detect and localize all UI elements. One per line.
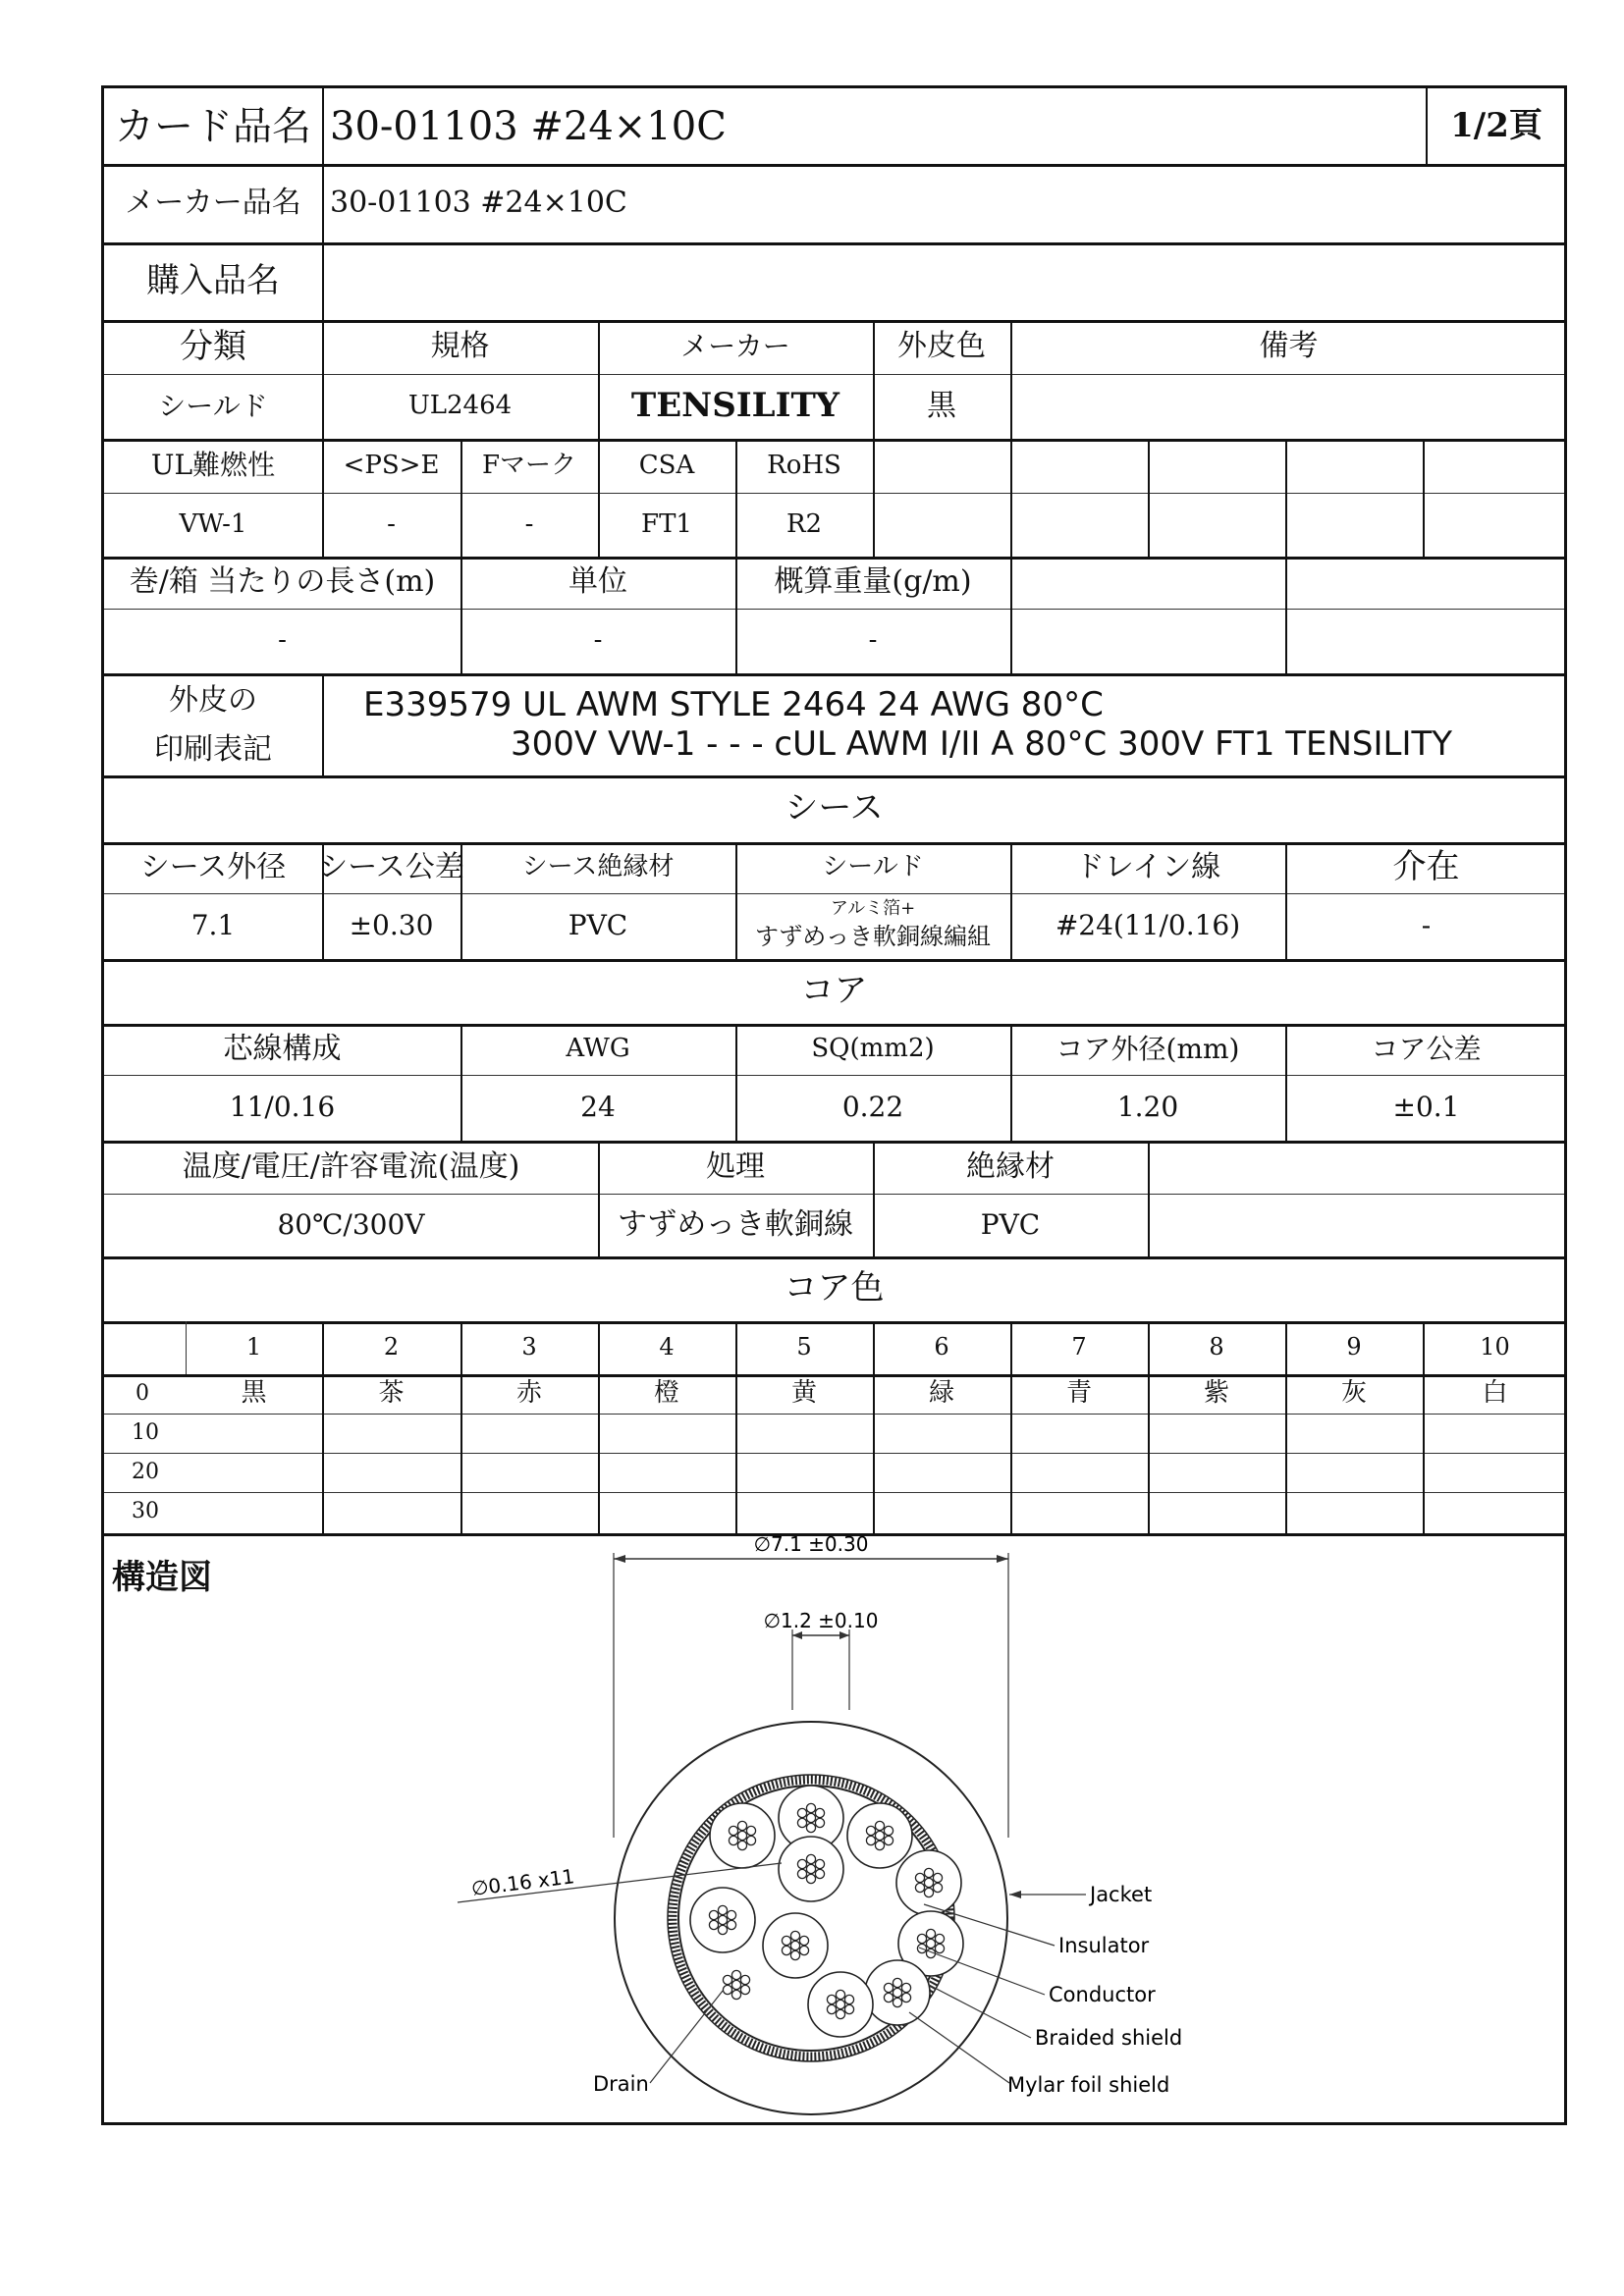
strand-config-value: 11/0.16 — [229, 1091, 336, 1124]
label-insulator: Insulator — [1058, 1934, 1150, 1957]
card-name-label: カード品名 — [115, 103, 311, 149]
label-jacket: Jacket — [1090, 1883, 1153, 1906]
color-row-label-10: 10 — [132, 1420, 159, 1446]
core-od-value: 1.20 — [1116, 1091, 1179, 1124]
sheath-tolerance-header: シース公差 — [318, 849, 464, 884]
treatment-header: 処理 — [706, 1148, 765, 1184]
maker-value: TENSILITY — [630, 386, 840, 426]
filler-header: 介在 — [1392, 847, 1460, 887]
maker-name-value: 30-01103 #24×10C — [330, 185, 627, 220]
core-color-7: 青 — [1065, 1378, 1092, 1409]
jacket-color-value: 黒 — [927, 388, 956, 423]
label-strand: ∅0.16 x11 — [469, 1864, 576, 1900]
core-color-5: 黄 — [790, 1378, 817, 1409]
label-mylar-foil-shield: Mylar foil shield — [1007, 2073, 1170, 2097]
treatment-value: すずめっき軟銅線 — [618, 1206, 853, 1242]
temp-voltage-value: 80℃/300V — [277, 1207, 425, 1241]
core-tolerance-value: ±0.1 — [1392, 1091, 1460, 1124]
awg-value: 24 — [580, 1091, 616, 1124]
color-column-8: 8 — [1209, 1333, 1224, 1362]
core-tolerance-header: コア公差 — [1371, 1032, 1482, 1065]
purchase-name-value — [322, 242, 1559, 320]
core-od-header: コア外径(mm) — [1056, 1032, 1240, 1065]
shield-value-line2: すずめっき軟銅線編組 — [755, 923, 991, 951]
label-braided-shield: Braided shield — [1035, 2026, 1183, 2050]
strand-config-header: 芯線構成 — [223, 1031, 342, 1066]
sheath-insulation-value: PVC — [568, 909, 628, 942]
unit-header: 単位 — [568, 564, 627, 600]
sq-value: 0.22 — [841, 1091, 904, 1124]
insulated-core — [865, 1960, 930, 2025]
remarks-header: 備考 — [1259, 329, 1319, 364]
f-mark-header: Fマーク — [481, 450, 577, 480]
pse-header: <PS>E — [343, 450, 440, 480]
color-column-6: 6 — [934, 1333, 949, 1362]
drain-wire-header: ドレイン線 — [1074, 849, 1221, 884]
color-column-9: 9 — [1346, 1333, 1362, 1362]
core-color-4: 橙 — [653, 1378, 679, 1409]
csa-value: FT1 — [641, 508, 692, 539]
core-color-1: 黒 — [241, 1378, 267, 1409]
classification-header: 分類 — [180, 326, 246, 366]
insulated-core — [779, 1837, 843, 1901]
classification-value: シールド — [158, 389, 268, 422]
spec-sheet — [101, 85, 1567, 2125]
core-section-title: コア — [800, 971, 868, 1011]
rohs-header: RoHS — [767, 450, 841, 480]
outer-diameter-label: ∅7.1 ±0.30 — [753, 1533, 869, 1556]
weight-value: - — [868, 625, 878, 656]
remarks-value — [1010, 374, 1567, 439]
core-color-8: 紫 — [1203, 1378, 1229, 1409]
color-column-5: 5 — [796, 1333, 812, 1362]
length-per-reel-value: - — [278, 625, 287, 656]
shield-value-line1: アルミ箔+ — [830, 897, 916, 919]
core-diameter-label: ∅1.2 ±0.10 — [763, 1609, 879, 1632]
pse-value: - — [387, 508, 396, 539]
core-color-2: 茶 — [378, 1378, 405, 1409]
print-marking-line1: E339579 UL AWM STYLE 2464 24 AWG 80°C — [363, 685, 1104, 724]
color-column-4: 4 — [659, 1333, 675, 1362]
shield-header: シールド — [822, 852, 924, 882]
core-color-3: 赤 — [515, 1378, 542, 1409]
temp-voltage-header: 温度/電圧/許容電流(温度) — [182, 1148, 520, 1184]
insulated-core — [710, 1803, 775, 1868]
print-label-line1: 外皮の — [169, 682, 257, 718]
ul-flame-value: VW-1 — [179, 508, 247, 539]
insulated-core — [847, 1803, 912, 1868]
print-label-line2: 印刷表記 — [154, 731, 272, 767]
maker-header: メーカー — [680, 330, 790, 363]
print-marking-line2: 300V VW-1 - - - cUL AWM I/II A 80°C 300V FT1 TENSILITY — [511, 724, 1453, 764]
color-column-10: 10 — [1480, 1333, 1510, 1362]
rohs-value: R2 — [785, 508, 823, 539]
weight-header: 概算重量(g/m) — [774, 564, 972, 600]
label-drain: Drain — [593, 2072, 649, 2096]
diagram-title: 構造図 — [112, 1558, 212, 1598]
maker-name-label: メーカー品名 — [125, 185, 301, 220]
sq-header: SQ(mm2) — [811, 1034, 935, 1064]
csa-header: CSA — [638, 450, 695, 480]
color-row-label-20: 20 — [132, 1460, 159, 1485]
jacket-color-header: 外皮色 — [897, 329, 986, 364]
purchase-name-label: 購入品名 — [146, 260, 280, 300]
core-color-9: 灰 — [1340, 1378, 1367, 1409]
sheath-tolerance-value: ±0.30 — [349, 909, 434, 942]
f-mark-value: - — [524, 508, 534, 539]
color-column-1: 1 — [245, 1333, 262, 1362]
filler-value: - — [1421, 909, 1432, 942]
standard-value: UL2464 — [407, 391, 513, 421]
sheath-insulation-header: シース絶縁材 — [521, 852, 675, 882]
cable-cross-section — [104, 1533, 1564, 2122]
sheath-od-value: 7.1 — [190, 909, 236, 942]
card-name-value: 30-01103 #24×10C — [330, 103, 727, 149]
core-color-10: 白 — [1482, 1378, 1508, 1409]
color-row-label-0: 0 — [135, 1381, 149, 1407]
unit-value: - — [593, 625, 603, 656]
core-insulation-value: PVC — [980, 1207, 1041, 1241]
page-number: 1/2頁 — [1450, 105, 1543, 145]
color-column-7: 7 — [1071, 1333, 1087, 1362]
sheath-od-header: シース外径 — [139, 849, 287, 884]
color-column-3: 3 — [521, 1333, 537, 1362]
insulated-core — [763, 1913, 828, 1978]
drain-wire-value: #24(11/0.16) — [1055, 909, 1241, 942]
core-color-6: 緑 — [928, 1378, 954, 1409]
awg-header: AWG — [566, 1034, 630, 1064]
label-conductor: Conductor — [1049, 1983, 1156, 2006]
standard-header: 規格 — [430, 329, 490, 364]
color-column-2: 2 — [383, 1333, 400, 1362]
sheath-section-title: シース — [785, 788, 884, 828]
color-row-label-30: 30 — [132, 1499, 159, 1524]
length-per-reel-header: 巻/箱 当たりの長さ(m) — [129, 564, 436, 600]
insulated-core — [808, 1972, 873, 2037]
core-color-section-title: コア色 — [784, 1268, 885, 1308]
ul-flame-header: UL難燃性 — [150, 449, 276, 482]
insulated-core — [690, 1888, 755, 1952]
drain-wire — [723, 1970, 749, 1999]
core-insulation-header: 絶縁材 — [966, 1148, 1055, 1184]
